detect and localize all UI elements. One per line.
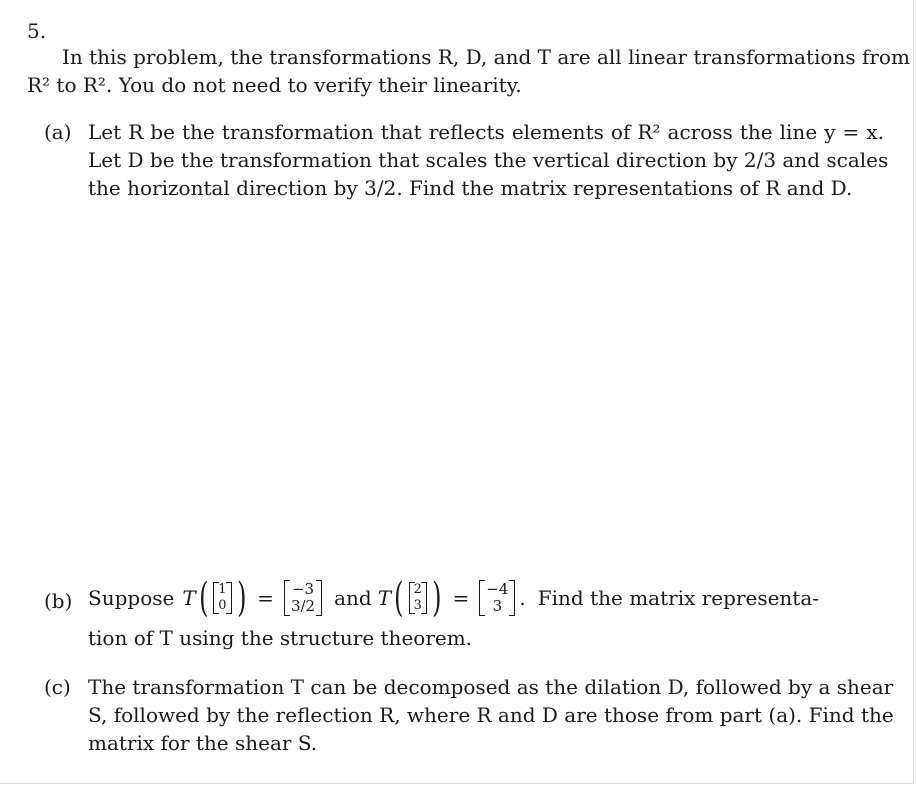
suppose-text: Suppose — [88, 586, 175, 610]
part-c-line-3: matrix for the shear S. — [88, 731, 318, 755]
left-paren-2: ( — [394, 575, 404, 621]
part-b-label: (b) — [44, 589, 73, 613]
vector-v1 — [213, 582, 231, 614]
left-paren-1: ( — [198, 575, 209, 621]
problem-number: 5. — [27, 19, 47, 43]
vector-w2 — [479, 580, 515, 616]
w1-entry-2: 3/2 — [290, 597, 316, 615]
part-a-line-2: Let D be the transformation that scales the vertical direction by 2/3 and scales — [88, 148, 889, 172]
vector-v2 — [409, 582, 427, 614]
t-symbol-1: T — [182, 586, 196, 610]
t-symbol-2: T — [377, 586, 392, 610]
v1-entry-1: 1 — [218, 582, 227, 597]
v2-entry-1: 2 — [413, 582, 422, 597]
part-c-line-2: S, followed by the reflection R, where R and D are those from part (a). Find the — [88, 703, 894, 727]
w2-entry-1: −4 — [486, 580, 509, 598]
right-paren-1: ) — [236, 575, 247, 621]
v1-entry-2: 0 — [218, 598, 227, 613]
intro-line-2: R² to R². You do not need to verify their linearity. — [27, 73, 522, 97]
part-b-find-text: Find the matrix representa- — [537, 586, 820, 610]
part-a-label: (a) — [44, 120, 72, 144]
part-a-line-1: Let R be the transformation that reflects elements of R² across the line y = x. — [88, 120, 884, 144]
part-a-line-3: the horizontal direction by 3/2. Find the matrix representations of R and D. — [88, 176, 853, 200]
right-paren-2: ) — [432, 575, 442, 621]
equals-1: = — [257, 586, 274, 610]
vector-w1 — [284, 580, 322, 616]
intro-line-1: In this problem, the transformations R, D, and T are all linear transformations from — [62, 45, 910, 69]
part-c-label: (c) — [44, 675, 71, 699]
part-b-line-2: tion of T using the structure theorem. — [88, 626, 473, 650]
and-text: and — [334, 586, 372, 610]
part-c-line-1: The transformation T can be decomposed as the dilation D, followed by a shear — [88, 675, 894, 699]
w1-entry-1: −3 — [291, 580, 315, 598]
v2-entry-2: 3 — [413, 598, 422, 613]
part-b-equation: Suppose T ( 1 0 ) = −3 3/2 and T ( 2 3 ) = −4 3 . Find the matrix representa- — [88, 575, 820, 621]
w2-entry-2: 3 — [492, 597, 503, 615]
equals-2: = — [452, 586, 470, 610]
